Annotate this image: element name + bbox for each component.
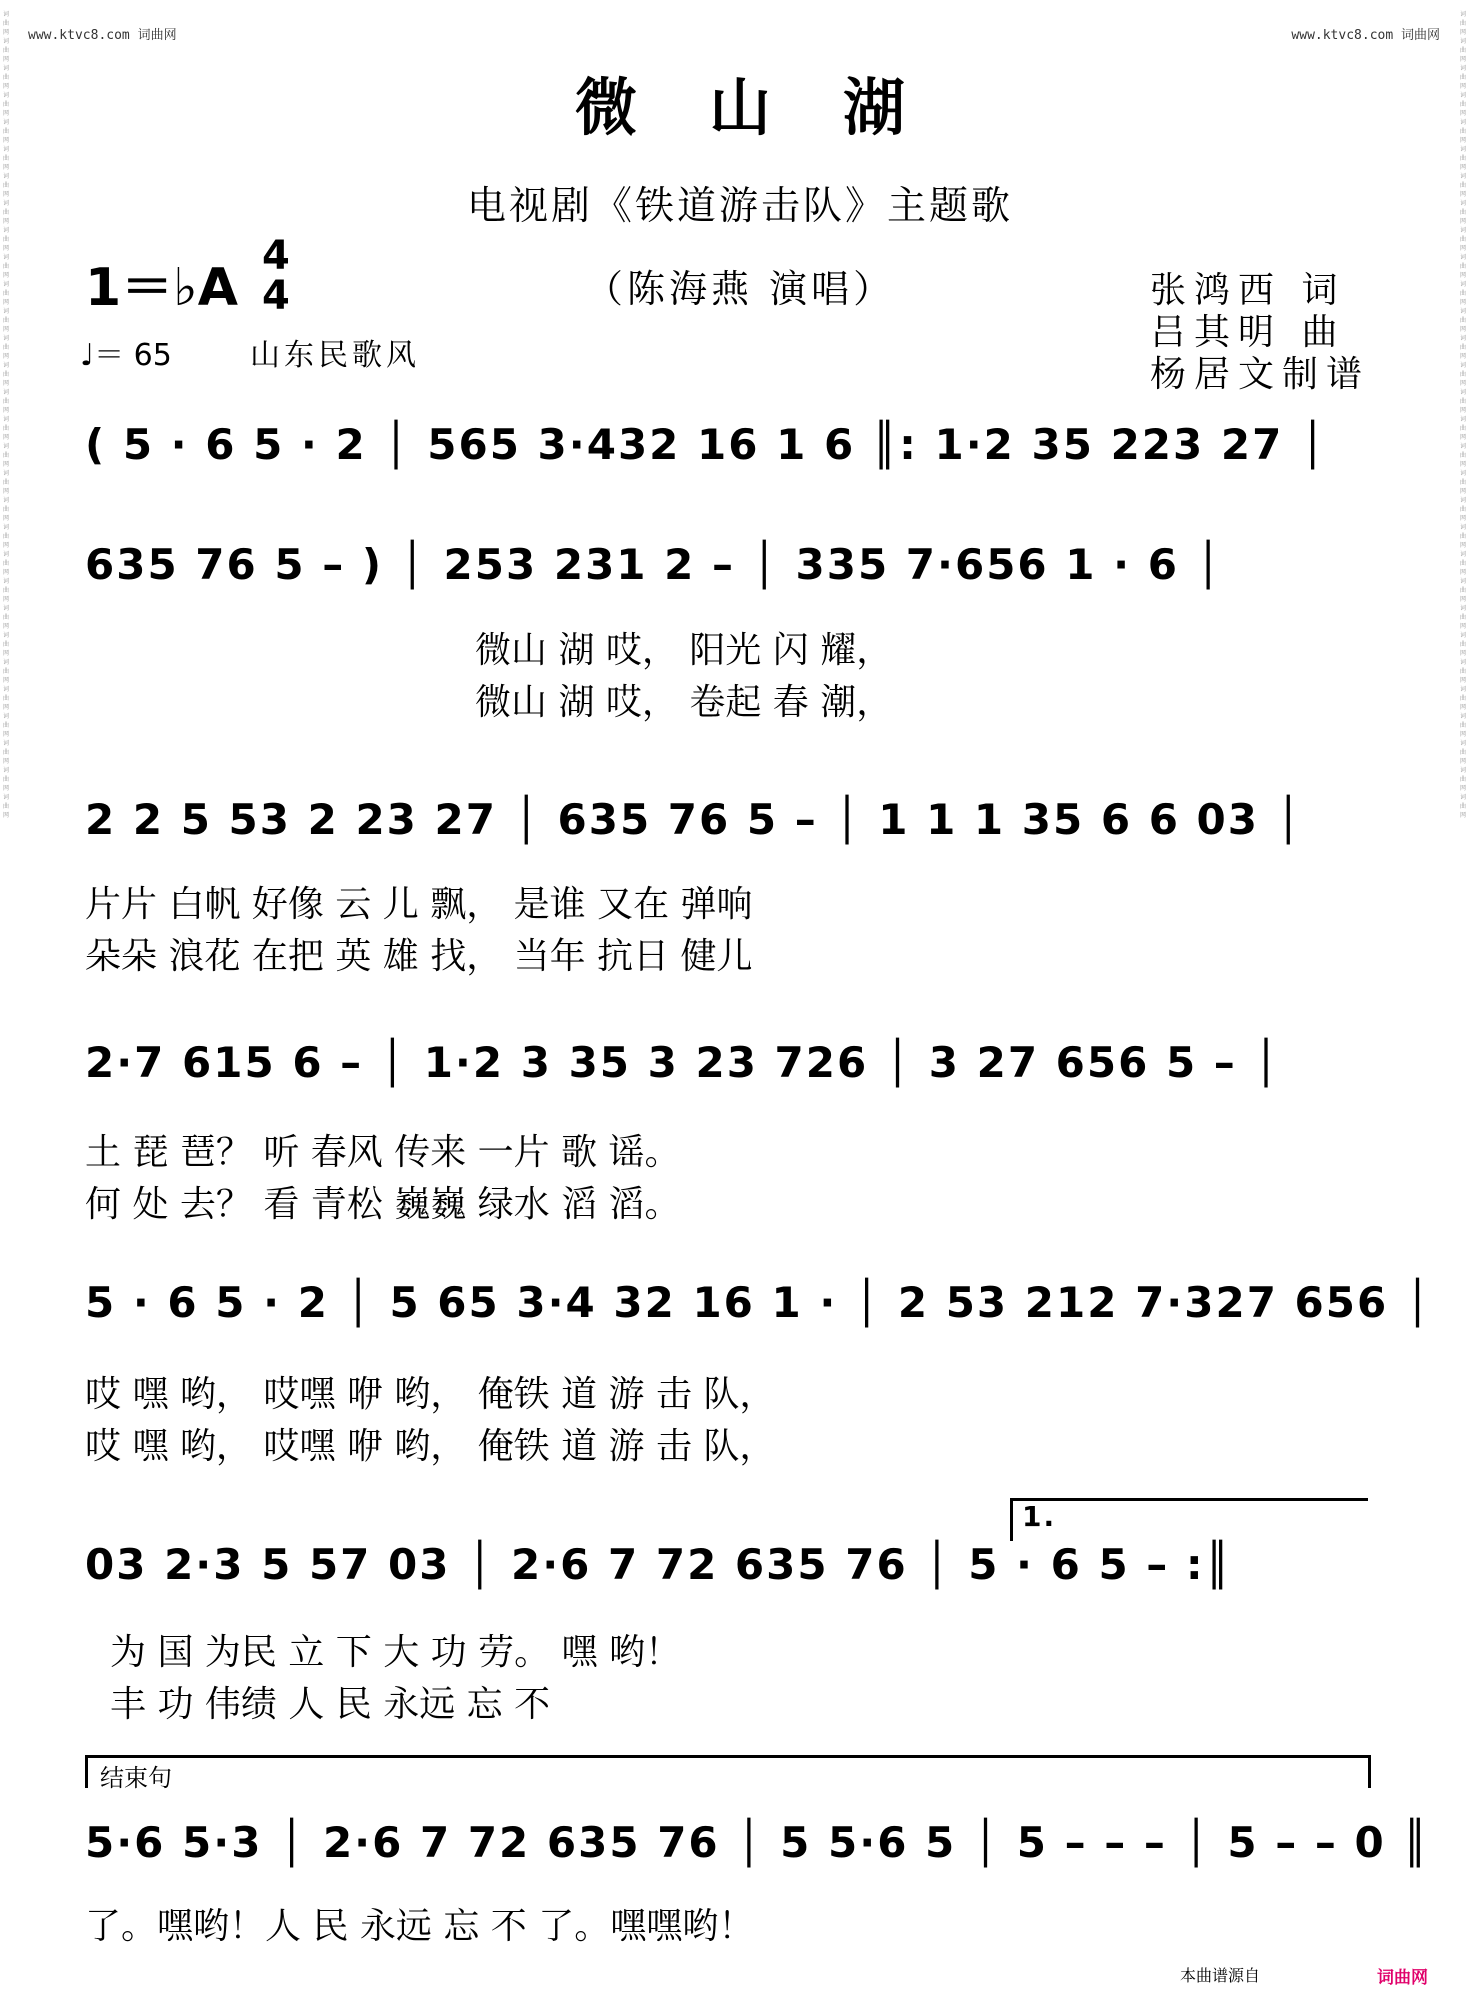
lyricist-credit: 张鸿西 词	[1150, 270, 1346, 311]
composer-credit: 吕其明 曲	[1150, 312, 1346, 353]
song-title: 微山湖	[574, 71, 977, 144]
score-line-1: ( 5 · 6 5 · 2 │ 565 3·432 16 1 6 ║: 1·2 35 223 27 │	[85, 420, 1328, 469]
key-signature: 1＝♭A	[85, 258, 238, 318]
side-watermark-right: 词曲网词曲网词曲网词曲网词曲网词曲网词曲网词曲网词曲网词曲网词曲网词曲网词曲网词曲网词曲网词曲网词曲网词曲网词曲网词曲网词曲网词曲网词曲网词曲网词曲网词曲网词曲网词曲网词曲网词曲网	[1460, 11, 1467, 819]
footer-source-label: 本曲谱源自	[1179, 1966, 1260, 1985]
source-label-right: www.ktvc8.com 词曲网	[1291, 28, 1440, 43]
score-line-6: 03 2·3 5 57 03 │ 2·6 7 72 635 76 │ 5 · 6 5 – :║	[85, 1540, 1233, 1589]
time-signature-bottom: 4	[262, 273, 290, 319]
lyric-line-6b: 丰 功 伟绩 人 民 永远 忘 不	[110, 1684, 551, 1725]
source-label-left: www.ktvc8.com 词曲网	[28, 28, 177, 43]
score-line-4: 2·7 615 6 – │ 1·2 3 35 3 23 726 │ 3 27 656 5 – │	[85, 1038, 1281, 1087]
footer-site-link[interactable]: 词曲网	[1377, 1968, 1428, 1988]
time-signature-top: 4	[262, 233, 290, 279]
arranger-credit: 杨居文制谱	[1150, 354, 1371, 395]
first-ending-bracket	[1010, 1498, 1368, 1541]
tempo-marking: ♩＝ 65	[80, 338, 172, 373]
song-subtitle: 电视剧《铁道游击队》主题歌	[466, 184, 1013, 229]
style-marking: 山东民歌风	[250, 338, 420, 373]
score-line-2: 635 76 5 – ) │ 253 231 2 – │ 335 7·656 1 · 6 │	[85, 540, 1223, 589]
score-line-3: 2 2 5 53 2 23 27 │ 635 76 5 – │ 1 1 1 35 6 6 03 │	[85, 795, 1303, 844]
lyric-line-4a: 土 琵 琶？ 听 春风 传来 一片 歌 谣。	[85, 1132, 681, 1173]
lyric-line-6a: 为 国 为民 立 下 大 功 劳。 嘿 哟！	[110, 1632, 681, 1673]
side-watermark-left: 词曲网词曲网词曲网词曲网词曲网词曲网词曲网词曲网词曲网词曲网词曲网词曲网词曲网词曲网词曲网词曲网词曲网词曲网词曲网词曲网词曲网词曲网词曲网词曲网词曲网词曲网词曲网词曲网词曲网词曲网	[3, 11, 10, 819]
coda-label: 结束句	[100, 1764, 172, 1792]
lyric-line-2a: 微山 湖 哎， 阳光 闪 耀，	[475, 630, 893, 671]
lyric-line-4b: 何 处 去？ 看 青松 巍巍 绿水 滔 滔。	[85, 1184, 681, 1225]
lyric-line-5b: 哎 嘿 哟， 哎嘿 咿 哟， 俺铁 道 游 击 队，	[85, 1426, 776, 1467]
coda-bracket	[85, 1755, 1371, 1788]
score-line-7: 5·6 5·3 │ 2·6 7 72 635 76 │ 5 5·6 5 │ 5 – – – │ 5 – – 0 ║	[85, 1818, 1430, 1867]
lyric-line-3b: 朵朵 浪花 在把 英 雄 找， 当年 抗日 健儿	[85, 936, 753, 977]
time-signature	[262, 233, 290, 319]
score-line-5: 5 · 6 5 · 2 │ 5 65 3·4 32 16 1 · │ 2 53 212 7·327 656 │	[85, 1278, 1433, 1327]
lyric-line-3a: 片片 白帆 好像 云 儿 飘， 是谁 又在 弹响	[85, 884, 753, 925]
singer-credit: （陈海燕 演唱）	[585, 267, 896, 311]
lyric-line-5a: 哎 嘿 哟， 哎嘿 咿 哟， 俺铁 道 游 击 队，	[85, 1374, 776, 1415]
lyric-line-2b: 微山 湖 哎， 卷起 春 潮，	[475, 682, 893, 723]
lyric-line-7: 了。嘿哟！人 民 永远 忘 不 了。嘿嘿哟！	[85, 1906, 755, 1947]
volta-label: 1.	[1022, 1500, 1057, 1533]
